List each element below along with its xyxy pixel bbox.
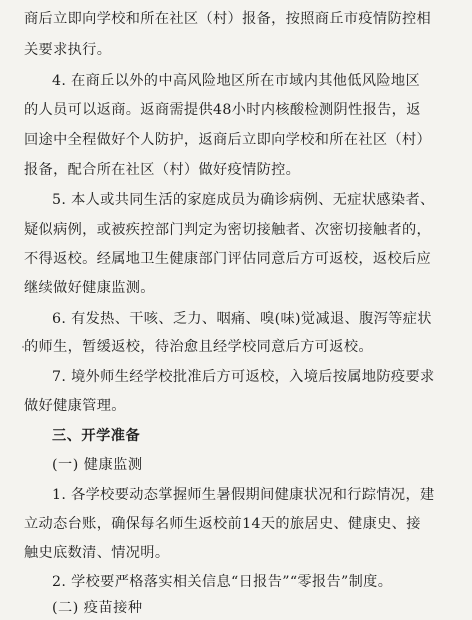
text-line-5: 回途中全程做好个人防护，返商后立即向学校和所在社区（村）	[24, 132, 432, 148]
text-line-7: 5. 本人或共同生活的家庭成员为确诊病例、无症状感染者、	[52, 192, 435, 208]
text-line-12: 的师生，暂缓返校，待治愈且经学校同意后方可返校。	[24, 339, 373, 355]
text-line-18: 立动态台账，确保每名师生返校前14天的旅居史、健康史、接	[24, 516, 421, 532]
text-line-2: 关要求执行。	[24, 42, 112, 58]
text-line-3: 4. 在商丘以外的中高风险地区所在市域内其他低风险地区	[52, 73, 420, 89]
text-line-6: 报备，配合所在社区（村）做好疫情防控。	[24, 162, 301, 178]
subsection-heading-health-monitoring: (一) 健康监测	[52, 457, 143, 473]
text-line-11: 6. 有发热、干咳、乏力、咽痛、嗅(味)觉减退、腹泻等症状	[52, 311, 432, 327]
text-line-1: 商后立即向学校和所在社区（村）报备，按照商丘市疫情防控相	[24, 11, 432, 27]
text-line-13: 7. 境外师生经学校批准后方可返校，入境后按属地防疫要求	[52, 369, 435, 385]
text-line-14: 做好健康管理。	[24, 398, 126, 414]
text-line-10: 继续做好健康监测。	[24, 280, 155, 296]
text-line-19: 触史底数清、情况明。	[24, 545, 170, 561]
text-line-9: 不得返校。经属地卫生健康部门评估同意后方可返校，返校后应	[24, 251, 432, 267]
scan-speck	[22, 346, 24, 348]
subsection-heading-vaccination: (二) 疫苗接种	[52, 600, 143, 616]
text-line-4: 的人员可以返商。返商需提供48小时内核酸检测阴性报告，返	[24, 102, 421, 118]
text-line-8: 疑似病例，或被疾控部门判定为密切接触者、次密切接触者的，	[24, 222, 432, 238]
section-heading: 三、开学准备	[52, 428, 141, 444]
text-line-20: 2. 学校要严格落实相关信息“日报告”“零报告”制度。	[52, 574, 393, 590]
text-line-17: 1. 各学校要动态掌握师生暑假期间健康状况和行踪情况，建	[52, 487, 435, 503]
